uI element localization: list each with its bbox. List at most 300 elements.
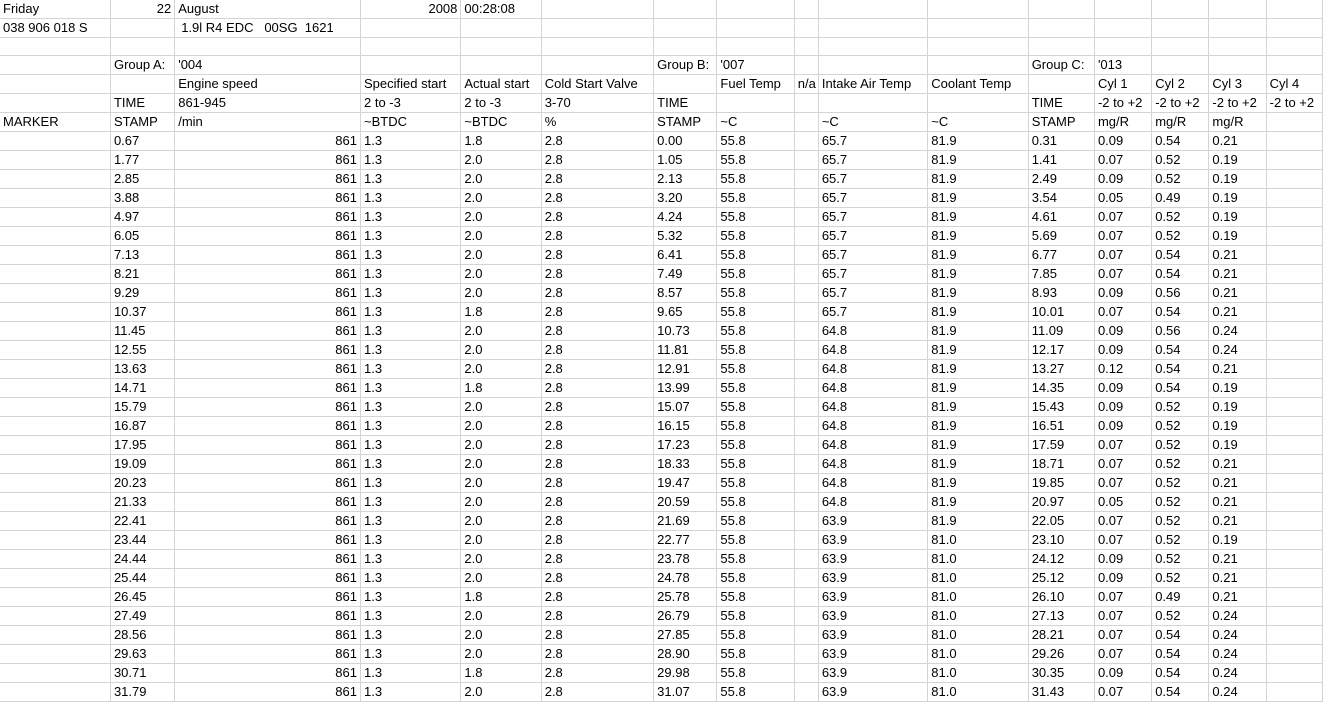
cell-time-stamp-c[interactable]: 4.61 <box>1028 208 1094 227</box>
cell-cyl3[interactable]: 0.21 <box>1209 455 1266 474</box>
cell-empty[interactable] <box>1152 19 1209 38</box>
cell-specified-start[interactable]: 1.3 <box>360 246 460 265</box>
cell-cyl3[interactable]: 0.19 <box>1209 189 1266 208</box>
cell-engine-speed[interactable]: 861 <box>175 474 361 493</box>
cell-intake-air-temp[interactable]: 65.7 <box>818 265 927 284</box>
cell-engine-speed[interactable]: 861 <box>175 132 361 151</box>
cell-cyl4[interactable] <box>1266 512 1322 531</box>
cell-actual-start-range[interactable]: 2 to -3 <box>461 94 541 113</box>
cell-actual-start[interactable]: 2.0 <box>461 531 541 550</box>
cell-cold-start-valve[interactable]: 2.8 <box>541 151 653 170</box>
cell-time-stamp-c[interactable]: 20.97 <box>1028 493 1094 512</box>
cell-na[interactable] <box>794 569 818 588</box>
cell-coolant-temp[interactable]: 81.9 <box>928 398 1028 417</box>
cell-time-stamp-b[interactable]: 2.13 <box>654 170 717 189</box>
cell-intake-air-temp[interactable]: 64.8 <box>818 455 927 474</box>
cell-cyl1[interactable]: 0.07 <box>1094 151 1151 170</box>
cell-cyl4[interactable] <box>1266 265 1322 284</box>
cell-intake-air-temp[interactable]: 64.8 <box>818 493 927 512</box>
cell-time-stamp-b[interactable]: 29.98 <box>654 664 717 683</box>
cell-marker[interactable] <box>0 189 110 208</box>
cell-actual-start[interactable]: 1.8 <box>461 303 541 322</box>
cell-cyl4[interactable] <box>1266 227 1322 246</box>
cell-na[interactable] <box>794 493 818 512</box>
cell-time-stamp-b[interactable]: 18.33 <box>654 455 717 474</box>
cell-cyl4[interactable] <box>1266 569 1322 588</box>
cell-actual-start[interactable]: 2.0 <box>461 189 541 208</box>
cell-cyl4[interactable] <box>1266 474 1322 493</box>
cell-cyl2[interactable]: 0.52 <box>1152 227 1209 246</box>
cell-cyl1[interactable]: 0.07 <box>1094 455 1151 474</box>
cell-time-stamp-b[interactable]: 3.20 <box>654 189 717 208</box>
cell-actual-start[interactable]: 2.0 <box>461 227 541 246</box>
cell-na[interactable] <box>794 170 818 189</box>
cell-na[interactable] <box>794 607 818 626</box>
cell-cyl4[interactable] <box>1266 436 1322 455</box>
cell-specified-start[interactable]: 1.3 <box>360 379 460 398</box>
cell-actual-start[interactable]: 2.0 <box>461 493 541 512</box>
cell-part-number[interactable]: 038 906 018 S <box>0 19 110 38</box>
cell-cyl3[interactable]: 0.24 <box>1209 607 1266 626</box>
cell-cyl1[interactable]: 0.07 <box>1094 208 1151 227</box>
cell-empty[interactable] <box>794 38 818 56</box>
cell-coolant-temp[interactable]: 81.9 <box>928 474 1028 493</box>
cell-time-stamp-b[interactable]: 5.32 <box>654 227 717 246</box>
cell-time-stamp-c[interactable]: 6.77 <box>1028 246 1094 265</box>
cell-cyl4[interactable] <box>1266 246 1322 265</box>
cell-na[interactable] <box>794 303 818 322</box>
cell-cold-start-valve[interactable]: 2.8 <box>541 132 653 151</box>
cell-specified-start[interactable]: 1.3 <box>360 360 460 379</box>
cell-cold-start-valve[interactable]: 2.8 <box>541 550 653 569</box>
cell-time-stamp-a[interactable]: 6.05 <box>110 227 174 246</box>
cell-cyl3[interactable]: 0.21 <box>1209 588 1266 607</box>
cell-fuel-temp[interactable]: 55.8 <box>717 379 794 398</box>
cell-marker[interactable] <box>0 683 110 702</box>
cell-intake-air-temp[interactable]: 65.7 <box>818 246 927 265</box>
cell-time-stamp-a[interactable]: 1.77 <box>110 151 174 170</box>
cell-engine-speed[interactable]: 861 <box>175 683 361 702</box>
cell-coolant-temp[interactable]: 81.9 <box>928 379 1028 398</box>
cell-cold-start-valve[interactable]: 2.8 <box>541 341 653 360</box>
cell-na[interactable] <box>794 588 818 607</box>
cell-coolant-temp[interactable]: 81.0 <box>928 569 1028 588</box>
cell-fuel-temp[interactable]: 55.8 <box>717 246 794 265</box>
cell-cold-start-valve[interactable]: 2.8 <box>541 512 653 531</box>
cell-cyl2-header[interactable]: Cyl 2 <box>1152 75 1209 94</box>
cell-specified-start[interactable]: 1.3 <box>360 436 460 455</box>
cell-intake-air-temp[interactable]: 65.7 <box>818 208 927 227</box>
cell-fuel-temp[interactable]: 55.8 <box>717 284 794 303</box>
cell-fuel-temp[interactable]: 55.8 <box>717 493 794 512</box>
cell-marker[interactable] <box>0 550 110 569</box>
cell-cold-start-valve[interactable]: 2.8 <box>541 360 653 379</box>
cell-cyl4[interactable] <box>1266 151 1322 170</box>
cell-empty[interactable] <box>1028 75 1094 94</box>
cell-empty[interactable] <box>360 56 460 75</box>
cell-intake-air-temp[interactable]: 63.9 <box>818 683 927 702</box>
cell-engine-speed[interactable]: 861 <box>175 607 361 626</box>
cell-coolant-temp[interactable]: 81.9 <box>928 360 1028 379</box>
cell-time-stamp-c[interactable]: 8.93 <box>1028 284 1094 303</box>
cell-cold-start-valve[interactable]: 2.8 <box>541 683 653 702</box>
cell-cold-start-valve-header[interactable]: Cold Start Valve <box>541 75 653 94</box>
cell-na[interactable] <box>794 645 818 664</box>
cell-actual-start[interactable]: 2.0 <box>461 645 541 664</box>
cell-coolant-temp[interactable]: 81.0 <box>928 531 1028 550</box>
cell-coolant-temp[interactable]: 81.0 <box>928 588 1028 607</box>
cell-cyl2[interactable]: 0.52 <box>1152 455 1209 474</box>
cell-stamp-b-header[interactable]: STAMP <box>654 113 717 132</box>
cell-time-stamp-b[interactable]: 0.00 <box>654 132 717 151</box>
cell-cyl1[interactable]: 0.09 <box>1094 170 1151 189</box>
cell-marker[interactable] <box>0 303 110 322</box>
cell-actual-start[interactable]: 2.0 <box>461 284 541 303</box>
cell-cyl3[interactable]: 0.19 <box>1209 208 1266 227</box>
cell-time-stamp-b[interactable]: 26.79 <box>654 607 717 626</box>
cell-fuel-temp[interactable]: 55.8 <box>717 683 794 702</box>
cell-actual-start[interactable]: 2.0 <box>461 398 541 417</box>
cell-engine-speed[interactable]: 861 <box>175 588 361 607</box>
cell-empty[interactable] <box>0 56 110 75</box>
cell-engine-speed-unit[interactable]: /min <box>175 113 361 132</box>
cell-cold-start-valve-unit[interactable]: % <box>541 113 653 132</box>
cell-coolant-temp[interactable]: 81.9 <box>928 322 1028 341</box>
cell-fuel-temp[interactable]: 55.8 <box>717 588 794 607</box>
cell-group-b-label[interactable]: Group B: <box>654 56 717 75</box>
cell-marker[interactable] <box>0 588 110 607</box>
cell-time-stamp-a[interactable]: 11.45 <box>110 322 174 341</box>
cell-specified-start[interactable]: 1.3 <box>360 664 460 683</box>
cell-time-stamp-a[interactable]: 12.55 <box>110 341 174 360</box>
cell-specified-start[interactable]: 1.3 <box>360 208 460 227</box>
cell-fuel-temp[interactable]: 55.8 <box>717 474 794 493</box>
cell-time-stamp-a[interactable]: 3.88 <box>110 189 174 208</box>
cell-engine-speed[interactable]: 861 <box>175 379 361 398</box>
cell-engine-speed[interactable]: 861 <box>175 170 361 189</box>
cell-cold-start-valve[interactable]: 2.8 <box>541 569 653 588</box>
cell-na[interactable] <box>794 322 818 341</box>
cell-actual-start[interactable]: 2.0 <box>461 626 541 645</box>
cell-coolant-temp[interactable]: 81.9 <box>928 417 1028 436</box>
cell-engine-id[interactable] <box>175 19 361 38</box>
cell-time-stamp-c[interactable]: 25.12 <box>1028 569 1094 588</box>
cell-cold-start-valve[interactable]: 2.8 <box>541 208 653 227</box>
cell-specified-start[interactable]: 1.3 <box>360 474 460 493</box>
cell-cyl2[interactable]: 0.52 <box>1152 493 1209 512</box>
cell-time-stamp-a[interactable]: 22.41 <box>110 512 174 531</box>
cell-time-stamp-a[interactable]: 24.44 <box>110 550 174 569</box>
cell-cyl1[interactable]: 0.05 <box>1094 493 1151 512</box>
cell-engine-speed[interactable]: 861 <box>175 398 361 417</box>
cell-actual-start[interactable]: 2.0 <box>461 322 541 341</box>
cell-cyl4[interactable] <box>1266 170 1322 189</box>
cell-marker[interactable] <box>0 436 110 455</box>
cell-intake-air-temp[interactable]: 63.9 <box>818 645 927 664</box>
cell-actual-start[interactable]: 1.8 <box>461 588 541 607</box>
cell-specified-start[interactable]: 1.3 <box>360 227 460 246</box>
cell-time-a-header[interactable]: TIME <box>110 94 174 113</box>
cell-intake-air-temp[interactable]: 64.8 <box>818 360 927 379</box>
cell-cold-start-valve[interactable]: 2.8 <box>541 398 653 417</box>
cell-empty[interactable] <box>794 19 818 38</box>
cell-cyl1[interactable]: 0.07 <box>1094 588 1151 607</box>
cell-cold-start-valve[interactable]: 2.8 <box>541 455 653 474</box>
cell-cyl3[interactable]: 0.19 <box>1209 227 1266 246</box>
cell-cold-start-valve[interactable]: 2.8 <box>541 246 653 265</box>
cell-date-month[interactable]: August <box>175 0 361 19</box>
cell-cyl3[interactable]: 0.19 <box>1209 531 1266 550</box>
cell-cyl1[interactable]: 0.09 <box>1094 341 1151 360</box>
cell-coolant-temp[interactable]: 81.9 <box>928 512 1028 531</box>
cell-empty[interactable] <box>110 75 174 94</box>
cell-empty[interactable] <box>1152 38 1209 56</box>
cell-engine-speed-range[interactable]: 861-945 <box>175 94 361 113</box>
cell-intake-air-temp[interactable]: 63.9 <box>818 607 927 626</box>
cell-engine-speed[interactable]: 861 <box>175 360 361 379</box>
cell-time-stamp-c[interactable]: 31.43 <box>1028 683 1094 702</box>
cell-specified-start-range[interactable]: 2 to -3 <box>360 94 460 113</box>
cell-time-stamp-c[interactable]: 7.85 <box>1028 265 1094 284</box>
cell-cyl1[interactable]: 0.09 <box>1094 322 1151 341</box>
cell-time-stamp-b[interactable]: 19.47 <box>654 474 717 493</box>
cell-cyl4[interactable] <box>1266 398 1322 417</box>
cell-specified-start[interactable]: 1.3 <box>360 569 460 588</box>
cell-specified-start[interactable]: 1.3 <box>360 170 460 189</box>
cell-engine-speed[interactable]: 861 <box>175 284 361 303</box>
cell-cold-start-valve[interactable]: 2.8 <box>541 417 653 436</box>
cell-cyl3[interactable]: 0.19 <box>1209 417 1266 436</box>
cell-empty[interactable] <box>0 75 110 94</box>
cell-marker[interactable] <box>0 398 110 417</box>
cell-empty[interactable] <box>717 38 794 56</box>
cell-engine-speed[interactable]: 861 <box>175 531 361 550</box>
cell-engine-speed[interactable]: 861 <box>175 189 361 208</box>
cell-intake-air-temp[interactable]: 64.8 <box>818 341 927 360</box>
cell-cyl1[interactable]: 0.12 <box>1094 360 1151 379</box>
cell-day[interactable]: Friday <box>0 0 110 19</box>
cell-time-stamp-c[interactable]: 17.59 <box>1028 436 1094 455</box>
cell-cyl2[interactable]: 0.54 <box>1152 341 1209 360</box>
cell-coolant-temp[interactable]: 81.9 <box>928 455 1028 474</box>
cell-coolant-temp[interactable]: 81.9 <box>928 341 1028 360</box>
cell-actual-start[interactable]: 2.0 <box>461 341 541 360</box>
cell-cyl1[interactable]: 0.09 <box>1094 398 1151 417</box>
cell-intake-air-temp[interactable]: 63.9 <box>818 664 927 683</box>
cell-cyl2[interactable]: 0.49 <box>1152 588 1209 607</box>
cell-empty[interactable] <box>1028 0 1094 19</box>
cell-empty[interactable] <box>1094 38 1151 56</box>
cell-time-stamp-c[interactable]: 12.17 <box>1028 341 1094 360</box>
cell-time-stamp-c[interactable]: 13.27 <box>1028 360 1094 379</box>
cell-cyl3[interactable]: 0.21 <box>1209 246 1266 265</box>
cell-empty[interactable] <box>818 94 927 113</box>
cell-time-stamp-a[interactable]: 15.79 <box>110 398 174 417</box>
cell-cyl1[interactable]: 0.07 <box>1094 246 1151 265</box>
cell-intake-air-temp[interactable]: 64.8 <box>818 417 927 436</box>
cell-cyl3[interactable]: 0.24 <box>1209 626 1266 645</box>
cell-marker[interactable] <box>0 284 110 303</box>
cell-specified-start[interactable]: 1.3 <box>360 284 460 303</box>
cell-empty[interactable] <box>1209 56 1266 75</box>
cell-na[interactable] <box>794 664 818 683</box>
cell-time-stamp-b[interactable]: 20.59 <box>654 493 717 512</box>
cell-time-stamp-b[interactable]: 7.49 <box>654 265 717 284</box>
cell-coolant-temp[interactable]: 81.9 <box>928 151 1028 170</box>
cell-cyl3[interactable]: 0.24 <box>1209 341 1266 360</box>
cell-time-stamp-a[interactable]: 19.09 <box>110 455 174 474</box>
cell-actual-start[interactable]: 2.0 <box>461 151 541 170</box>
cell-cyl4[interactable] <box>1266 303 1322 322</box>
cell-coolant-temp[interactable]: 81.9 <box>928 265 1028 284</box>
cell-empty[interactable] <box>794 113 818 132</box>
cell-marker[interactable] <box>0 626 110 645</box>
cell-specified-start[interactable]: 1.3 <box>360 588 460 607</box>
cell-cyl2-unit[interactable]: mg/R <box>1152 113 1209 132</box>
cell-time-stamp-b[interactable]: 27.85 <box>654 626 717 645</box>
cell-time-stamp-a[interactable]: 31.79 <box>110 683 174 702</box>
cell-actual-start[interactable]: 2.0 <box>461 455 541 474</box>
cell-time-stamp-c[interactable]: 10.01 <box>1028 303 1094 322</box>
cell-time-stamp-c[interactable]: 19.85 <box>1028 474 1094 493</box>
cell-fuel-temp[interactable]: 55.8 <box>717 626 794 645</box>
cell-time-stamp-a[interactable]: 27.49 <box>110 607 174 626</box>
cell-time-stamp-b[interactable]: 25.78 <box>654 588 717 607</box>
cell-actual-start[interactable]: 2.0 <box>461 246 541 265</box>
cell-marker[interactable] <box>0 151 110 170</box>
cell-intake-air-temp[interactable]: 64.8 <box>818 474 927 493</box>
cell-engine-speed-header[interactable]: Engine speed <box>175 75 361 94</box>
cell-cold-start-valve[interactable]: 2.8 <box>541 493 653 512</box>
cell-cyl4[interactable] <box>1266 417 1322 436</box>
cell-actual-start[interactable]: 2.0 <box>461 265 541 284</box>
cell-actual-start[interactable]: 2.0 <box>461 512 541 531</box>
cell-cyl4[interactable] <box>1266 626 1322 645</box>
cell-engine-speed[interactable]: 861 <box>175 569 361 588</box>
cell-time-stamp-b[interactable]: 24.78 <box>654 569 717 588</box>
cell-cyl4[interactable] <box>1266 664 1322 683</box>
cell-empty[interactable] <box>0 94 110 113</box>
cell-fuel-temp[interactable]: 55.8 <box>717 170 794 189</box>
cell-time-stamp-c[interactable]: 0.31 <box>1028 132 1094 151</box>
cell-na[interactable] <box>794 512 818 531</box>
cell-cyl3-header[interactable]: Cyl 3 <box>1209 75 1266 94</box>
cell-fuel-temp[interactable]: 55.8 <box>717 151 794 170</box>
cell-fuel-temp[interactable]: 55.8 <box>717 607 794 626</box>
cell-time-stamp-a[interactable]: 4.97 <box>110 208 174 227</box>
cell-intake-air-temp[interactable]: 65.7 <box>818 189 927 208</box>
cell-na[interactable] <box>794 417 818 436</box>
cell-fuel-temp[interactable]: 55.8 <box>717 417 794 436</box>
cell-marker[interactable] <box>0 170 110 189</box>
cell-coolant-temp[interactable]: 81.0 <box>928 550 1028 569</box>
cell-cyl2[interactable]: 0.54 <box>1152 645 1209 664</box>
cell-time-stamp-c[interactable]: 26.10 <box>1028 588 1094 607</box>
cell-intake-air-temp[interactable]: 64.8 <box>818 322 927 341</box>
cell-actual-start[interactable]: 2.0 <box>461 360 541 379</box>
cell-cyl1[interactable]: 0.09 <box>1094 132 1151 151</box>
cell-actual-start[interactable]: 2.0 <box>461 436 541 455</box>
cell-na-header[interactable]: n/a <box>794 75 818 94</box>
cell-time-stamp-b[interactable]: 22.77 <box>654 531 717 550</box>
cell-fuel-temp[interactable]: 55.8 <box>717 645 794 664</box>
cell-cold-start-valve[interactable]: 2.8 <box>541 284 653 303</box>
cell-empty[interactable] <box>1266 0 1322 19</box>
cell-coolant-temp[interactable]: 81.9 <box>928 170 1028 189</box>
cell-intake-air-temp-unit[interactable]: ~C <box>818 113 927 132</box>
cell-empty[interactable] <box>794 56 818 75</box>
cell-group-a-id[interactable]: '004 <box>175 56 361 75</box>
cell-coolant-temp-header[interactable]: Coolant Temp <box>928 75 1028 94</box>
cell-marker[interactable] <box>0 227 110 246</box>
cell-empty[interactable] <box>818 38 927 56</box>
cell-actual-start[interactable]: 1.8 <box>461 132 541 151</box>
cell-time-stamp-b[interactable]: 8.57 <box>654 284 717 303</box>
cell-cold-start-valve[interactable]: 2.8 <box>541 170 653 189</box>
cell-time-stamp-a[interactable]: 21.33 <box>110 493 174 512</box>
cell-time-stamp-b[interactable]: 11.81 <box>654 341 717 360</box>
cell-empty[interactable] <box>1028 38 1094 56</box>
cell-cyl4-range[interactable]: -2 to +2 <box>1266 94 1322 113</box>
cell-cyl4[interactable] <box>1266 531 1322 550</box>
cell-cyl4[interactable] <box>1266 455 1322 474</box>
cell-marker[interactable] <box>0 417 110 436</box>
cell-fuel-temp[interactable]: 55.8 <box>717 265 794 284</box>
cell-cyl3[interactable]: 0.21 <box>1209 265 1266 284</box>
cell-marker[interactable] <box>0 531 110 550</box>
cell-specified-start[interactable]: 1.3 <box>360 322 460 341</box>
cell-coolant-temp[interactable]: 81.0 <box>928 607 1028 626</box>
cell-cold-start-valve-range[interactable]: 3-70 <box>541 94 653 113</box>
cell-cyl2[interactable]: 0.52 <box>1152 474 1209 493</box>
cell-coolant-temp-unit[interactable]: ~C <box>928 113 1028 132</box>
cell-engine-speed[interactable]: 861 <box>175 436 361 455</box>
cell-intake-air-temp[interactable]: 63.9 <box>818 531 927 550</box>
cell-empty[interactable] <box>717 19 794 38</box>
cell-engine-speed[interactable]: 861 <box>175 512 361 531</box>
cell-fuel-temp-unit[interactable]: ~C <box>717 113 794 132</box>
cell-specified-start[interactable]: 1.3 <box>360 265 460 284</box>
cell-time-stamp-b[interactable]: 12.91 <box>654 360 717 379</box>
cell-coolant-temp[interactable]: 81.9 <box>928 493 1028 512</box>
cell-na[interactable] <box>794 474 818 493</box>
cell-specified-start[interactable]: 1.3 <box>360 417 460 436</box>
cell-empty[interactable] <box>1028 19 1094 38</box>
cell-intake-air-temp[interactable]: 64.8 <box>818 436 927 455</box>
cell-group-c-label[interactable]: Group C: <box>1028 56 1094 75</box>
cell-na[interactable] <box>794 246 818 265</box>
cell-intake-air-temp[interactable]: 63.9 <box>818 512 927 531</box>
cell-fuel-temp-header[interactable]: Fuel Temp <box>717 75 794 94</box>
cell-cyl3[interactable]: 0.21 <box>1209 493 1266 512</box>
cell-specified-start[interactable]: 1.3 <box>360 132 460 151</box>
cell-cyl2[interactable]: 0.54 <box>1152 664 1209 683</box>
cell-time-b-header[interactable]: TIME <box>654 94 717 113</box>
cell-cold-start-valve[interactable]: 2.8 <box>541 474 653 493</box>
cell-time-stamp-a[interactable]: 25.44 <box>110 569 174 588</box>
cell-empty[interactable] <box>1266 113 1322 132</box>
cell-fuel-temp[interactable]: 55.8 <box>717 360 794 379</box>
cell-empty[interactable] <box>794 94 818 113</box>
cell-actual-start[interactable]: 2.0 <box>461 474 541 493</box>
cell-actual-start-header[interactable]: Actual start <box>461 75 541 94</box>
cell-time-stamp-a[interactable]: 23.44 <box>110 531 174 550</box>
cell-cyl3[interactable]: 0.19 <box>1209 151 1266 170</box>
cell-time-stamp-c[interactable]: 1.41 <box>1028 151 1094 170</box>
cell-cyl1[interactable]: 0.07 <box>1094 607 1151 626</box>
cell-empty[interactable] <box>541 38 653 56</box>
cell-group-a-label[interactable]: Group A: <box>110 56 174 75</box>
